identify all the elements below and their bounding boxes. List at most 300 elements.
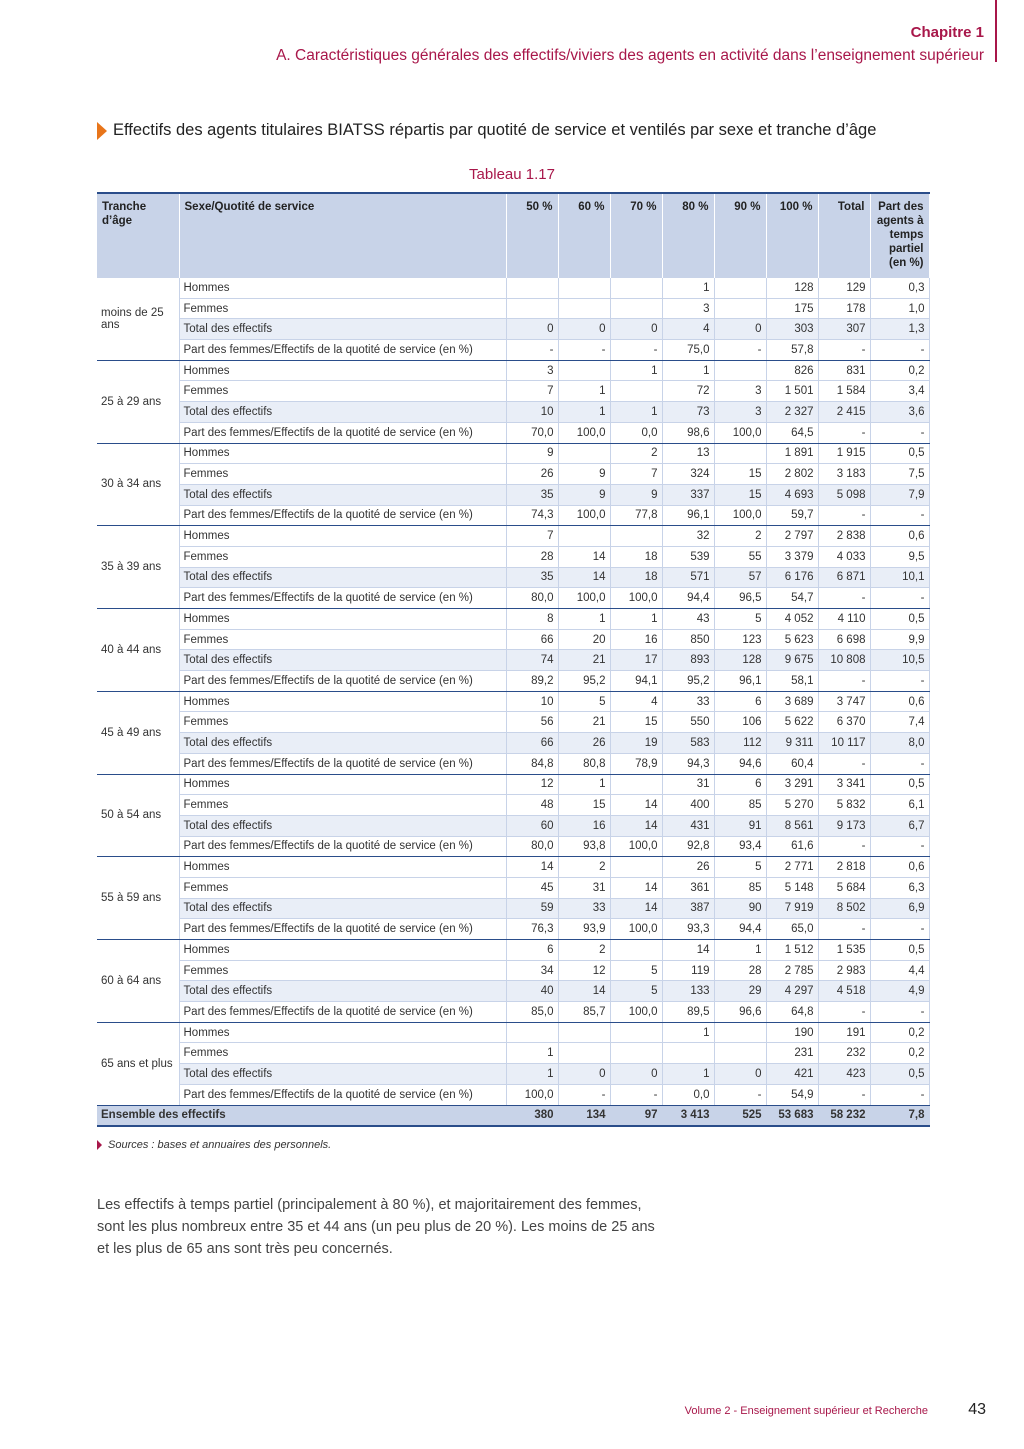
value-cell: 35 <box>506 484 558 505</box>
value-cell: - <box>870 505 929 526</box>
value-cell: 0 <box>558 319 610 340</box>
value-cell: 33 <box>558 898 610 919</box>
row-label: Femmes <box>179 381 506 402</box>
value-cell: 91 <box>714 815 766 836</box>
value-cell: 1 535 <box>818 940 870 961</box>
value-cell: 1 <box>610 402 662 423</box>
value-cell <box>558 360 610 381</box>
value-cell: 9,5 <box>870 546 929 567</box>
value-cell: 4 297 <box>766 981 818 1002</box>
header-sexe-quotite: Sexe/Quotité de service <box>179 193 506 278</box>
value-cell: 96,1 <box>662 505 714 526</box>
value-cell <box>714 298 766 319</box>
table-row <box>97 526 929 547</box>
value-cell: 9 <box>558 464 610 485</box>
row-label: Hommes <box>179 940 506 961</box>
value-cell: 14 <box>610 795 662 816</box>
table-row <box>97 629 929 650</box>
table-row <box>97 919 929 940</box>
value-cell: 9 <box>558 484 610 505</box>
value-cell: 421 <box>766 1064 818 1085</box>
value-cell <box>558 278 610 298</box>
value-cell: 2 797 <box>766 526 818 547</box>
value-cell: 90 <box>714 898 766 919</box>
value-cell: 100,0 <box>558 588 610 609</box>
value-cell: - <box>870 919 929 940</box>
age-band-cell: 65 ans et plus <box>97 1022 179 1105</box>
row-label: Total des effectifs <box>179 402 506 423</box>
ensemble-value-cell: 7,8 <box>870 1105 929 1126</box>
age-band-cell: 50 à 54 ans <box>97 774 179 857</box>
value-cell: 307 <box>818 319 870 340</box>
value-cell: 1 <box>610 609 662 630</box>
value-cell: 96,1 <box>714 671 766 692</box>
header-100: 100 % <box>766 193 818 278</box>
value-cell: 100,0 <box>714 422 766 443</box>
value-cell: 1,3 <box>870 319 929 340</box>
value-cell: 3 291 <box>766 774 818 795</box>
table-row <box>97 981 929 1002</box>
value-cell: 73 <box>662 402 714 423</box>
header-total: Total <box>818 193 870 278</box>
value-cell: 7 <box>506 526 558 547</box>
ensemble-value-cell: 97 <box>610 1105 662 1126</box>
row-label: Total des effectifs <box>179 733 506 754</box>
value-cell: 128 <box>766 278 818 298</box>
value-cell: 431 <box>662 815 714 836</box>
row-label: Total des effectifs <box>179 898 506 919</box>
row-label: Part des femmes/Effectifs de la quotité de service (en %) <box>179 1002 506 1023</box>
value-cell: 18 <box>610 546 662 567</box>
value-cell: 7 <box>506 381 558 402</box>
value-cell: 14 <box>558 981 610 1002</box>
value-cell: 72 <box>662 381 714 402</box>
value-cell: 34 <box>506 960 558 981</box>
table-row <box>97 402 929 423</box>
commentary-paragraph: Les effectifs à temps partiel (principalement à 80 %), et majoritairement des femmes, sont les plus nombreux entre 35 et 44 ans (un peu plus de 20 %). Les moins de 25 ans et les plus de 65 ans sont très peu concernés. <box>97 1197 655 1257</box>
value-cell: 35 <box>506 567 558 588</box>
value-cell: 3 <box>662 298 714 319</box>
table-row <box>97 505 929 526</box>
value-cell: 2 327 <box>766 402 818 423</box>
table-row <box>97 484 929 505</box>
value-cell: 106 <box>714 712 766 733</box>
row-label: Hommes <box>179 526 506 547</box>
row-label: Total des effectifs <box>179 484 506 505</box>
row-label: Part des femmes/Effectifs de la quotité de service (en %) <box>179 1084 506 1105</box>
value-cell: 65,0 <box>766 919 818 940</box>
page-number: 43 <box>968 1401 986 1418</box>
value-cell: 60 <box>506 815 558 836</box>
row-label: Part des femmes/Effectifs de la quotité de service (en %) <box>179 836 506 857</box>
value-cell: 128 <box>714 650 766 671</box>
value-cell: 84,8 <box>506 753 558 774</box>
value-cell: 5 832 <box>818 795 870 816</box>
age-band-cell: 45 à 49 ans <box>97 691 179 774</box>
table-row <box>97 567 929 588</box>
row-label: Part des femmes/Effectifs de la quotité de service (en %) <box>179 753 506 774</box>
ensemble-row <box>97 1105 929 1126</box>
value-cell: 583 <box>662 733 714 754</box>
value-cell: 56 <box>506 712 558 733</box>
age-band-cell: 60 à 64 ans <box>97 940 179 1023</box>
value-cell: 423 <box>818 1064 870 1085</box>
arrow-right-icon <box>97 122 107 140</box>
value-cell: 10 <box>506 402 558 423</box>
row-label: Hommes <box>179 360 506 381</box>
table-row <box>97 650 929 671</box>
table-row <box>97 1084 929 1105</box>
value-cell: 16 <box>610 629 662 650</box>
data-table <box>97 192 930 1127</box>
value-cell: 539 <box>662 546 714 567</box>
value-cell: 893 <box>662 650 714 671</box>
table-row <box>97 546 929 567</box>
value-cell: 21 <box>558 712 610 733</box>
value-cell: - <box>870 588 929 609</box>
row-label: Femmes <box>179 960 506 981</box>
value-cell: 0,2 <box>870 1022 929 1043</box>
value-cell: 1 <box>610 360 662 381</box>
value-cell: 14 <box>610 815 662 836</box>
value-cell: - <box>714 1084 766 1105</box>
value-cell: 5 <box>610 960 662 981</box>
value-cell: 55 <box>714 546 766 567</box>
table-row <box>97 319 929 340</box>
value-cell: 93,3 <box>662 919 714 940</box>
value-cell: 5 <box>714 609 766 630</box>
table-row <box>97 877 929 898</box>
ensemble-value-cell: 380 <box>506 1105 558 1126</box>
age-band-cell: 35 à 39 ans <box>97 526 179 609</box>
row-label: Total des effectifs <box>179 319 506 340</box>
value-cell: 26 <box>506 464 558 485</box>
value-cell: 1 <box>558 774 610 795</box>
value-cell: 10 117 <box>818 733 870 754</box>
table-row <box>97 422 929 443</box>
value-cell: - <box>558 1084 610 1105</box>
value-cell: - <box>610 1084 662 1105</box>
table-row <box>97 960 929 981</box>
row-label: Part des femmes/Effectifs de la quotité de service (en %) <box>179 340 506 361</box>
value-cell: 10,5 <box>870 650 929 671</box>
section-title <box>97 121 876 140</box>
value-cell: 95,2 <box>662 671 714 692</box>
value-cell: 32 <box>662 526 714 547</box>
value-cell: 94,6 <box>714 753 766 774</box>
table-row <box>97 609 929 630</box>
value-cell: 0,5 <box>870 443 929 464</box>
value-cell: 1 <box>714 940 766 961</box>
value-cell: - <box>714 340 766 361</box>
value-cell: 100,0 <box>714 505 766 526</box>
table-row <box>97 940 929 961</box>
value-cell: 1 <box>558 609 610 630</box>
table-row <box>97 795 929 816</box>
value-cell: 85,0 <box>506 1002 558 1023</box>
value-cell: 2 <box>558 857 610 878</box>
value-cell: 4 052 <box>766 609 818 630</box>
age-band-cell: moins de 25 ans <box>97 278 179 360</box>
value-cell: 0,6 <box>870 857 929 878</box>
sources-text: Sources : bases et annuaires des personnels. <box>108 1139 332 1151</box>
value-cell: 12 <box>558 960 610 981</box>
age-band-cell: 30 à 34 ans <box>97 443 179 526</box>
value-cell: 45 <box>506 877 558 898</box>
value-cell: 100,0 <box>610 588 662 609</box>
value-cell: - <box>818 671 870 692</box>
header-50: 50 % <box>506 193 558 278</box>
value-cell <box>610 278 662 298</box>
row-label: Hommes <box>179 691 506 712</box>
value-cell: 18 <box>610 567 662 588</box>
table-row <box>97 1064 929 1085</box>
value-cell: 2 <box>714 526 766 547</box>
value-cell: - <box>870 671 929 692</box>
value-cell: 5 148 <box>766 877 818 898</box>
value-cell: - <box>818 340 870 361</box>
value-cell: 10,1 <box>870 567 929 588</box>
value-cell: 80,0 <box>506 588 558 609</box>
chapter-label: Chapitre 1 <box>910 24 984 41</box>
value-cell <box>506 1022 558 1043</box>
value-cell <box>506 278 558 298</box>
value-cell: 0,6 <box>870 691 929 712</box>
value-cell: 119 <box>662 960 714 981</box>
value-cell: 54,9 <box>766 1084 818 1105</box>
value-cell: 14 <box>506 857 558 878</box>
value-cell: 337 <box>662 484 714 505</box>
value-cell: 29 <box>714 981 766 1002</box>
value-cell: - <box>870 836 929 857</box>
value-cell: 14 <box>662 940 714 961</box>
value-cell: 8 <box>506 609 558 630</box>
value-cell: 5 622 <box>766 712 818 733</box>
value-cell <box>558 443 610 464</box>
value-cell <box>610 526 662 547</box>
value-cell: 14 <box>610 898 662 919</box>
value-cell <box>558 1043 610 1064</box>
table-row <box>97 898 929 919</box>
value-cell: 94,4 <box>714 919 766 940</box>
header-rule <box>995 0 997 62</box>
value-cell: 0 <box>610 1064 662 1085</box>
value-cell: 8 561 <box>766 815 818 836</box>
value-cell: 5 684 <box>818 877 870 898</box>
value-cell: 15 <box>714 484 766 505</box>
value-cell: 21 <box>558 650 610 671</box>
value-cell <box>610 1022 662 1043</box>
row-label: Femmes <box>179 795 506 816</box>
value-cell: 190 <box>766 1022 818 1043</box>
value-cell: 93,8 <box>558 836 610 857</box>
value-cell: 2 <box>558 940 610 961</box>
value-cell: 5 <box>610 981 662 1002</box>
value-cell: 66 <box>506 733 558 754</box>
value-cell: 5 098 <box>818 484 870 505</box>
value-cell <box>610 940 662 961</box>
value-cell: 2 415 <box>818 402 870 423</box>
value-cell: - <box>870 753 929 774</box>
value-cell <box>506 298 558 319</box>
value-cell: - <box>870 1084 929 1105</box>
chapter-subtitle: A. Caractéristiques générales des effectifs/viviers des agents en activité dans l’enseignement supérieur <box>276 47 984 64</box>
header-age: Tranche d’âge <box>97 193 179 278</box>
value-cell: 5 623 <box>766 629 818 650</box>
ensemble-value-cell: 53 683 <box>766 1105 818 1126</box>
value-cell: 1 584 <box>818 381 870 402</box>
value-cell: 831 <box>818 360 870 381</box>
value-cell: 1 <box>558 402 610 423</box>
value-cell: 15 <box>558 795 610 816</box>
value-cell: 3,6 <box>870 402 929 423</box>
row-label: Part des femmes/Effectifs de la quotité de service (en %) <box>179 919 506 940</box>
value-cell: 59,7 <box>766 505 818 526</box>
row-label: Hommes <box>179 857 506 878</box>
value-cell: 123 <box>714 629 766 650</box>
value-cell: 66 <box>506 629 558 650</box>
value-cell: 100,0 <box>610 1002 662 1023</box>
value-cell: 93,9 <box>558 919 610 940</box>
value-cell: 9 <box>506 443 558 464</box>
value-cell: 95,2 <box>558 671 610 692</box>
section-title-text: Effectifs des agents titulaires BIATSS répartis par quotité de service et ventilés par sexe et tranche d’âge <box>113 121 877 139</box>
table-row <box>97 774 929 795</box>
value-cell: 0,6 <box>870 526 929 547</box>
value-cell: 9 173 <box>818 815 870 836</box>
value-cell: 3,4 <box>870 381 929 402</box>
value-cell: 6,3 <box>870 877 929 898</box>
value-cell: 1 512 <box>766 940 818 961</box>
value-cell: 0 <box>610 319 662 340</box>
value-cell: 12 <box>506 774 558 795</box>
value-cell: 100,0 <box>610 919 662 940</box>
row-label: Femmes <box>179 877 506 898</box>
value-cell: 10 <box>506 691 558 712</box>
value-cell: 92,8 <box>662 836 714 857</box>
value-cell: 0,2 <box>870 1043 929 1064</box>
value-cell: 2 771 <box>766 857 818 878</box>
value-cell: 1 <box>506 1064 558 1085</box>
value-cell: 0,5 <box>870 774 929 795</box>
value-cell: 85,7 <box>558 1002 610 1023</box>
table-row <box>97 733 929 754</box>
page-header <box>276 24 984 65</box>
value-cell: 4 518 <box>818 981 870 1002</box>
value-cell <box>610 298 662 319</box>
value-cell: - <box>818 505 870 526</box>
table-row <box>97 1002 929 1023</box>
value-cell: 8 502 <box>818 898 870 919</box>
table-row <box>97 278 929 298</box>
value-cell: 1 501 <box>766 381 818 402</box>
value-cell: 61,6 <box>766 836 818 857</box>
value-cell: 7 <box>610 464 662 485</box>
value-cell: 0,5 <box>870 609 929 630</box>
ensemble-value-cell: 58 232 <box>818 1105 870 1126</box>
value-cell: 4 <box>610 691 662 712</box>
table-row <box>97 712 929 733</box>
value-cell: 6 370 <box>818 712 870 733</box>
age-band-cell: 25 à 29 ans <box>97 360 179 443</box>
value-cell: 100,0 <box>610 836 662 857</box>
value-cell: 14 <box>558 546 610 567</box>
value-cell: 129 <box>818 278 870 298</box>
value-cell: 96,6 <box>714 1002 766 1023</box>
table-body <box>97 278 929 1126</box>
value-cell: 826 <box>766 360 818 381</box>
value-cell: 3 689 <box>766 691 818 712</box>
value-cell: 31 <box>662 774 714 795</box>
value-cell: 9,9 <box>870 629 929 650</box>
value-cell: 100,0 <box>558 505 610 526</box>
value-cell: 6 176 <box>766 567 818 588</box>
value-cell: 48 <box>506 795 558 816</box>
row-label: Total des effectifs <box>179 567 506 588</box>
table-row <box>97 836 929 857</box>
row-label: Femmes <box>179 712 506 733</box>
value-cell: 1 891 <box>766 443 818 464</box>
ensemble-label: Ensemble des effectifs <box>97 1105 506 1126</box>
value-cell: 0 <box>506 319 558 340</box>
value-cell: 6 871 <box>818 567 870 588</box>
value-cell: 4 <box>662 319 714 340</box>
row-label: Hommes <box>179 1022 506 1043</box>
value-cell: 19 <box>610 733 662 754</box>
value-cell: 2 <box>610 443 662 464</box>
value-cell: 9 311 <box>766 733 818 754</box>
ensemble-value-cell: 134 <box>558 1105 610 1126</box>
value-cell: 3 183 <box>818 464 870 485</box>
value-cell: 0,5 <box>870 1064 929 1085</box>
value-cell: 6 <box>506 940 558 961</box>
value-cell: 76,3 <box>506 919 558 940</box>
value-cell: 0,3 <box>870 278 929 298</box>
value-cell: 14 <box>558 567 610 588</box>
table-row <box>97 671 929 692</box>
value-cell: 64,5 <box>766 422 818 443</box>
value-cell: - <box>818 753 870 774</box>
value-cell: 550 <box>662 712 714 733</box>
value-cell: 43 <box>662 609 714 630</box>
arrow-right-icon <box>97 1140 102 1150</box>
table-row <box>97 691 929 712</box>
value-cell: 361 <box>662 877 714 898</box>
table-row <box>97 753 929 774</box>
value-cell <box>714 1043 766 1064</box>
header-70: 70 % <box>610 193 662 278</box>
value-cell: 58,1 <box>766 671 818 692</box>
table-row <box>97 340 929 361</box>
value-cell: 175 <box>766 298 818 319</box>
value-cell: 571 <box>662 567 714 588</box>
value-cell: - <box>818 1002 870 1023</box>
value-cell: - <box>818 919 870 940</box>
value-cell: 57 <box>714 567 766 588</box>
value-cell: 31 <box>558 877 610 898</box>
value-cell: 57,8 <box>766 340 818 361</box>
value-cell: 78,9 <box>610 753 662 774</box>
row-label: Femmes <box>179 1043 506 1064</box>
value-cell: 4 033 <box>818 546 870 567</box>
value-cell: 7,5 <box>870 464 929 485</box>
value-cell: 850 <box>662 629 714 650</box>
row-label: Femmes <box>179 629 506 650</box>
value-cell: 4,9 <box>870 981 929 1002</box>
value-cell: - <box>870 422 929 443</box>
value-cell: 4,4 <box>870 960 929 981</box>
value-cell: 1,0 <box>870 298 929 319</box>
